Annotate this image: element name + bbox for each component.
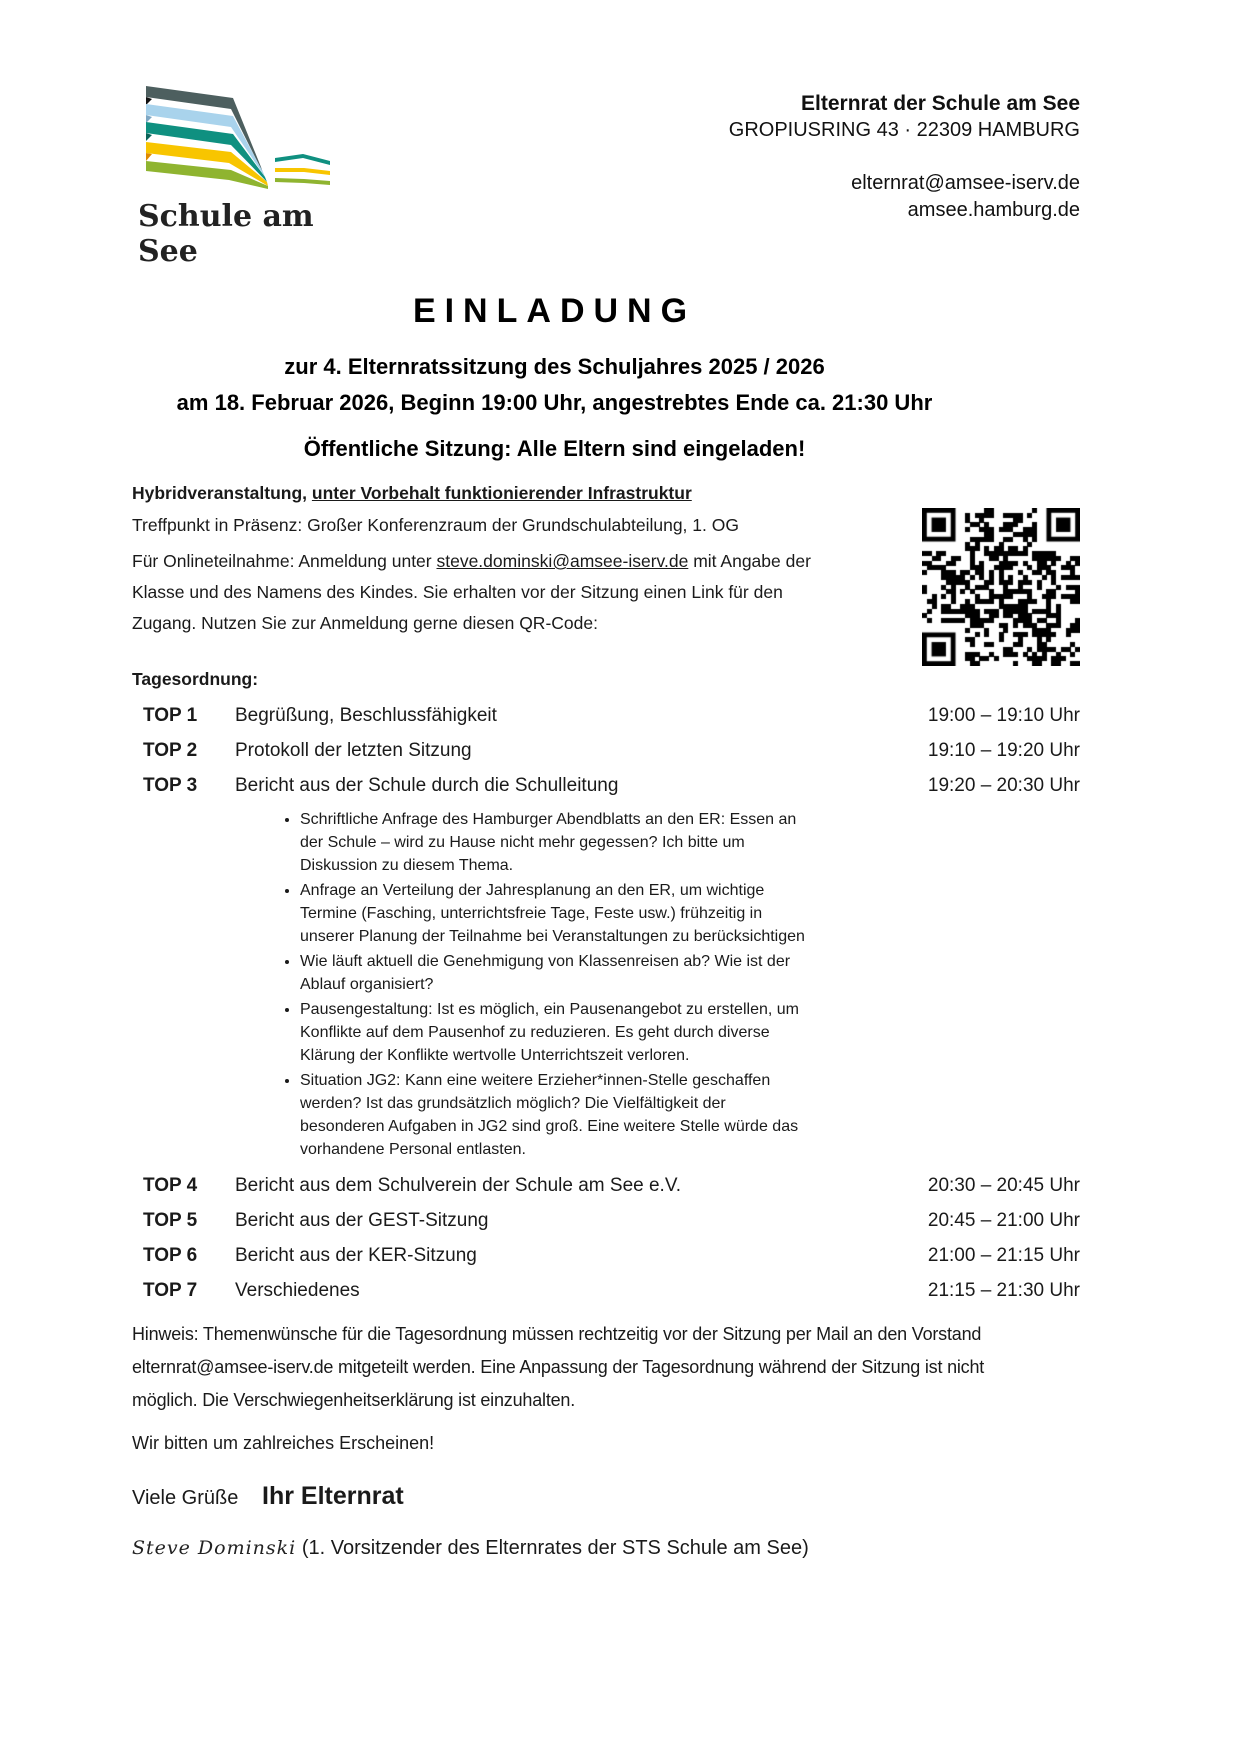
public-session-note: Öffentliche Sitzung: Alle Eltern sind eingeladen! [303,436,806,461]
note-line1: Hinweis: Themenwünsche für die Tagesordnung müssen rechtzeitig vor der Sitzung per Mail an den Vorstand [132,1324,982,1344]
hybrid-lead [132,478,844,508]
agenda-bullet: • Anfrage an Verteilung der Jahresplanung an den ER, um wichtige Termine (Fasching, unterrichtsfreie Tage, Feste usw.) frühzeitig in unserer Planung der Teilnahme bei Veranstaltungen zu berücksichtigen [300,879,805,948]
agenda-section [132,669,1108,1304]
agenda-label: TOP 3 [143,775,198,796]
letter-body [132,292,1108,1560]
agenda-row [132,703,1108,729]
agenda-text: Bericht aus der Schule durch die Schulleitung [235,775,619,796]
subtitle-line2: am 18. Februar 2026, Beginn 19:00 Uhr, angestrebtes Ende ca. 21:30 Uhr [176,390,933,415]
sender-org: Elternrat der Schule am See [801,92,1080,115]
agenda-row [132,1243,1108,1269]
signoff-text: Ihr Elternrat [262,1482,404,1510]
agenda-label: TOP 6 [143,1245,198,1266]
agenda-bullet: • Situation JG2: Kann eine weitere Erzieher*innen-Stelle geschaffen werden? Ist das grundsätzlich möglich? Die Vielfältigkeit der besonderen Aufgaben in JG2 sind groß. Eine weitere Stelle würde das vorhandene Personal entlasten. [300,1069,805,1161]
agenda-row [132,738,1108,764]
agenda-time: 19:00 – 19:10 Uhr [927,705,1080,726]
sender-address: GROPIUSRING 43 · 22309 HAMBURG [728,119,1080,141]
sender-block [729,90,1080,224]
agenda-bullet: • Pausengestaltung: Ist es möglich, ein Pausenangebot zu erstellen, um Konflikte auf dem Pausenhof zu reduzieren. Es geht durch diverse Klärung der Konflikte wertvolle Unterrichtszeit verloren. [300,998,805,1067]
agenda-rows [132,703,1108,1304]
agenda-label: TOP 2 [143,740,198,761]
note-line2: elternrat@amsee-iserv.de mitgeteilt werden. Eine Anpassung der Tagesordnung während der Sitzung ist nicht [132,1357,985,1377]
agenda-time: 20:30 – 20:45 Uhr [927,1175,1080,1196]
agenda-text: Bericht aus der KER-Sitzung [235,1245,477,1266]
agenda-time: 19:20 – 20:30 Uhr [927,775,1080,796]
greeting-row [132,1482,1108,1511]
hybrid-info [132,478,844,639]
registration-text-after: mit Angabe der Klasse und des Namens des Kindes. Sie erhalten vor der Sitzung einen Link für den Zugang. Nutzen Sie zur Anmeldung gerne diesen QR-Code: [132,551,811,633]
sender-email: elternrat@amsee-iserv.de [851,172,1080,194]
agenda-bullet: • Wie läuft aktuell die Genehmigung von Klassenreisen ab? Wie ist der Ablauf organisiert? [300,950,805,996]
agenda-time: 21:00 – 21:15 Uhr [927,1245,1080,1266]
online-registration-paragraph [132,546,844,639]
signature-role [302,1537,809,1559]
agenda-text: Begrüßung, Beschlussfähigkeit [235,705,497,726]
agenda-label: TOP 4 [143,1175,198,1196]
agenda-row [132,773,1108,799]
school-logo [138,82,348,269]
agenda-text: Bericht aus der GEST-Sitzung [235,1210,489,1231]
agenda-row [132,1208,1108,1234]
agenda-time: 19:10 – 19:20 Uhr [927,740,1080,761]
school-logotype: Schule am See [138,199,314,269]
meeting-location-line: Treffpunkt in Präsenz: Großer Konferenzraum der Grundschulabteilung, 1. OG [132,515,739,535]
agenda-row [132,1173,1108,1199]
registration-email-link[interactable]: steve.dominski@amsee-iserv.de [436,551,689,571]
attendance-appeal: Wir bitten um zahlreiches Erscheinen! [132,1433,435,1453]
signature-name: Steve Dominski [132,1537,297,1559]
agenda-label: TOP 7 [143,1280,198,1301]
document-title: EINLADUNG [412,292,697,330]
subtitle-line1: zur 4. Elternratssitzung des Schuljahres 2025 / 2026 [284,354,825,379]
subtitle [132,349,977,421]
signature-row [132,1537,1108,1560]
agenda-row [132,1278,1108,1304]
agenda-label: TOP 5 [143,1210,198,1231]
registration-text-before: Für Onlineteilnahme: Anmeldung unter [132,551,437,571]
hybrid-lead-text: Hybridveranstaltung, [132,483,312,503]
agenda-text: Verschiedenes [235,1280,360,1301]
agenda-bullet: • Schriftliche Anfrage des Hamburger Abendblatts an den ER: Essen an der Schule – wird zu Hause nicht mehr gegessen? Ich bitte um Diskussion zu diesem Thema. [300,808,805,877]
school-logo-icon [138,82,338,197]
agenda-label: TOP 1 [143,705,198,726]
agenda-time: 21:15 – 21:30 Uhr [927,1280,1080,1301]
sender-website: amsee.hamburg.de [907,199,1080,221]
agenda-heading: Tagesordnung: [132,669,259,689]
agenda-bullets [132,808,1108,1161]
agenda-text: Protokoll der letzten Sitzung [235,740,472,761]
hybrid-lead-underlined: unter Vorbehalt funktionierender Infrastruktur [311,483,692,503]
agenda-text: Bericht aus dem Schulverein der Schule am See e.V. [235,1175,682,1196]
greeting-text: Viele Grüße [132,1487,239,1509]
note-line3: möglich. Die Verschwiegenheitserklärung ist einzuhalten. [132,1390,576,1410]
note-paragraph [132,1318,1108,1417]
agenda-time: 20:45 – 21:00 Uhr [927,1210,1080,1231]
signature-role-text: (1. Vorsitzender des Elternrates der STS Schule am See) [301,1537,809,1559]
headings [132,292,977,462]
